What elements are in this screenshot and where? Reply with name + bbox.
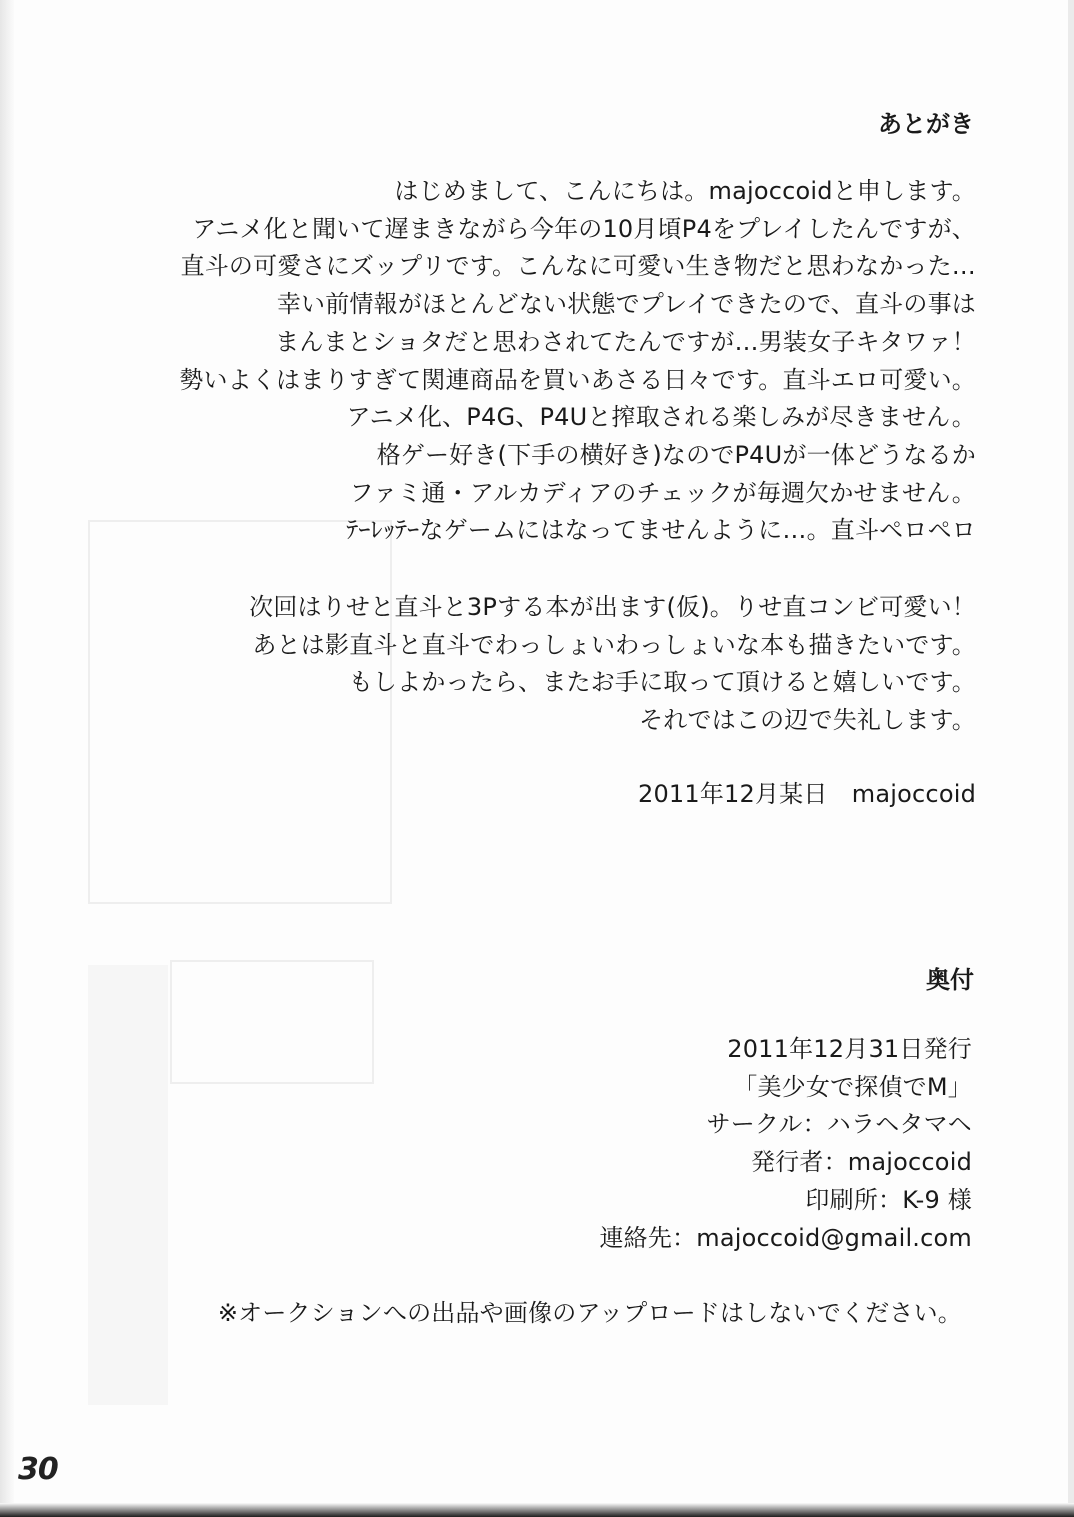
afterword-signature: 2011年12月某日 majoccoid <box>637 780 976 808</box>
scan-edge-left <box>0 0 14 1517</box>
scan-edge-bottom <box>0 1503 1074 1517</box>
text-line: 勢いよくはまりすぎて関連商品を買いあさる日々です。直斗エロ可愛い。 <box>179 365 976 394</box>
publication-date: 2011年12月31日発行 <box>727 1035 972 1063</box>
text-line: まんまとショタだと思わされてたんですが…男装女子キタワァ！ <box>275 327 976 356</box>
text-line: アニメ化、P4G、P4Uと搾取される楽しみが尽きません。 <box>346 403 976 432</box>
text-line: ファミ通・アルカディアのチェックが毎週欠かせません。 <box>349 478 976 507</box>
colophon-heading: 奥付 <box>926 966 974 994</box>
contact-email: 連絡先：majoccoid@gmail.com <box>599 1223 972 1252</box>
publisher: 発行者：majoccoid <box>750 1148 972 1177</box>
afterword-heading: あとがき <box>878 110 974 138</box>
text-line: 格ゲー好き(下手の横好き)なのでP4Uが一体どうなるか <box>376 440 976 469</box>
afterword-paragraph-2 <box>249 589 976 740</box>
text-line: アニメ化と聞いて遅まきながら今年の10月頃P4をプレイしたんですが、 <box>192 214 976 243</box>
page-number: 30 <box>18 1452 58 1487</box>
text-line: ﾃｰﾚｯﾃｰなゲームにはなってませんように…。直斗ペロペロ <box>346 516 976 545</box>
text-line: 次回はりせと直斗と3Pする本が出ます(仮)。りせ直コンビ可愛い！ <box>249 593 976 621</box>
usage-notice: ※オークションへの出品や画像のアップロードはしないでください。 <box>217 1299 962 1327</box>
afterword-paragraph-1 <box>179 173 976 550</box>
text-line: 直斗の可愛さにズップリです。こんなに可愛い生き物だと思わなかった… <box>180 252 976 281</box>
book-title: 「美少女で探偵でM」 <box>733 1072 972 1101</box>
colophon-details <box>599 1031 972 1257</box>
printer: 印刷所：K-9 様 <box>805 1185 972 1214</box>
text-line: もしよかったら、またお手に取って頂けると嬉しいです。 <box>348 668 976 697</box>
text-line: 幸い前情報がほとんどない状態でプレイできたので、直斗の事は <box>276 290 976 319</box>
text-line: あとは影直斗と直斗でわっしょいわっしょいな本も描きたいです。 <box>252 630 976 659</box>
bleed-through-shade <box>88 965 168 1405</box>
text-line: それではこの辺で失礼します。 <box>639 706 976 735</box>
circle-name: サークル：ハラヘタマヘ <box>706 1110 972 1139</box>
bleed-through-panel <box>170 960 374 1084</box>
scan-edge-right <box>1068 0 1074 1517</box>
text-line: はじめまして、こんにちは。majoccoidと申します。 <box>394 177 976 205</box>
